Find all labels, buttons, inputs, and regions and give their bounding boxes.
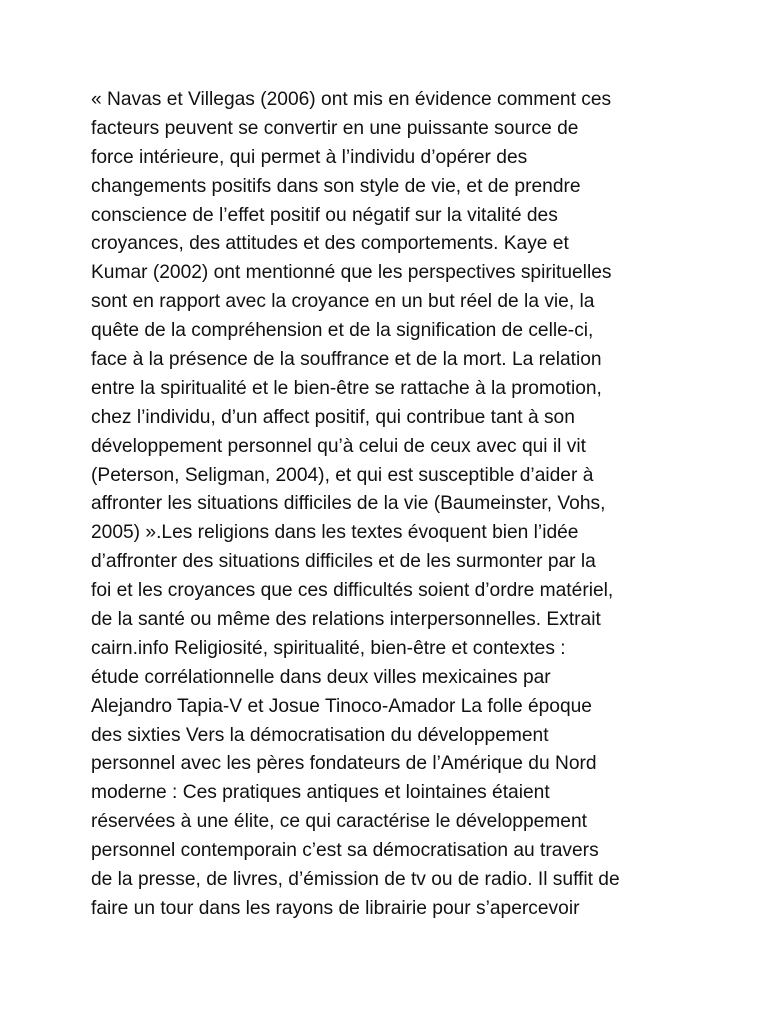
body-paragraph [91,86,691,924]
text-line: affronter les situations difficiles de la vie (Baumeinster, Vohs, [91,493,606,515]
text-line: cairn.info Religiosité, spiritualité, bien-être et contextes : [91,637,566,659]
text-line: personnel avec les pères fondateurs de l’Amérique du Nord [91,753,597,775]
text-line: Alejandro Tapia-V et Josue Tinoco-Amador La folle époque [91,695,592,717]
text-line: d’affronter des situations difficiles et de les surmonter par la [91,551,596,573]
text-line: 2005) ».Les religions dans les textes évoquent bien l’idée [91,522,579,544]
text-line: facteurs peuvent se convertir en une puissante source de [91,117,579,139]
text-line: face à la présence de la souffrance et de la mort. La relation [91,349,602,371]
text-line: conscience de l’effet positif ou négatif sur la vitalité des [91,204,558,226]
text-line: sont en rapport avec la croyance en un but réel de la vie, la [91,291,595,313]
text-line: des sixties Vers la démocratisation du développement [91,724,549,746]
text-line: Kumar (2002) ont mentionné que les perspectives spirituelles [91,262,612,284]
text-line: personnel contemporain c’est sa démocratisation au travers [91,840,599,862]
text-line: foi et les croyances que ces difficultés soient d’ordre matériel, [91,580,614,602]
text-line: (Peterson, Seligman, 2004), et qui est susceptible d’aider à [91,464,594,486]
text-line: développement personnel qu’à celui de ceux avec qui il vit [91,435,586,457]
text-line: entre la spiritualité et le bien-être se rattache à la promotion, [91,377,602,399]
text-line: croyances, des attitudes et des comportements. Kaye et [91,233,569,255]
text-line: étude corrélationnelle dans deux villes mexicaines par [91,666,551,688]
text-line: quête de la compréhension et de la signification de celle-ci, [91,320,594,342]
text-line: chez l’individu, d’un affect positif, qui contribue tant à son [91,406,575,428]
text-line: moderne : Ces pratiques antiques et lointaines étaient [91,782,550,804]
text-line: force intérieure, qui permet à l’individu d’opérer des [91,146,528,168]
text-line: de la presse, de livres, d’émission de tv ou de radio. Il suffit de [91,869,620,891]
text-line: « Navas et Villegas (2006) ont mis en évidence comment ces [91,89,612,110]
text-line: réservées à une élite, ce qui caractérise le développement [91,811,587,833]
text-line: changements positifs dans son style de vie, et de prendre [91,175,581,197]
text-line: de la santé ou même des relations interpersonnelles. Extrait [91,609,601,631]
text-line: faire un tour dans les rayons de librairie pour s’apercevoir [91,897,580,919]
